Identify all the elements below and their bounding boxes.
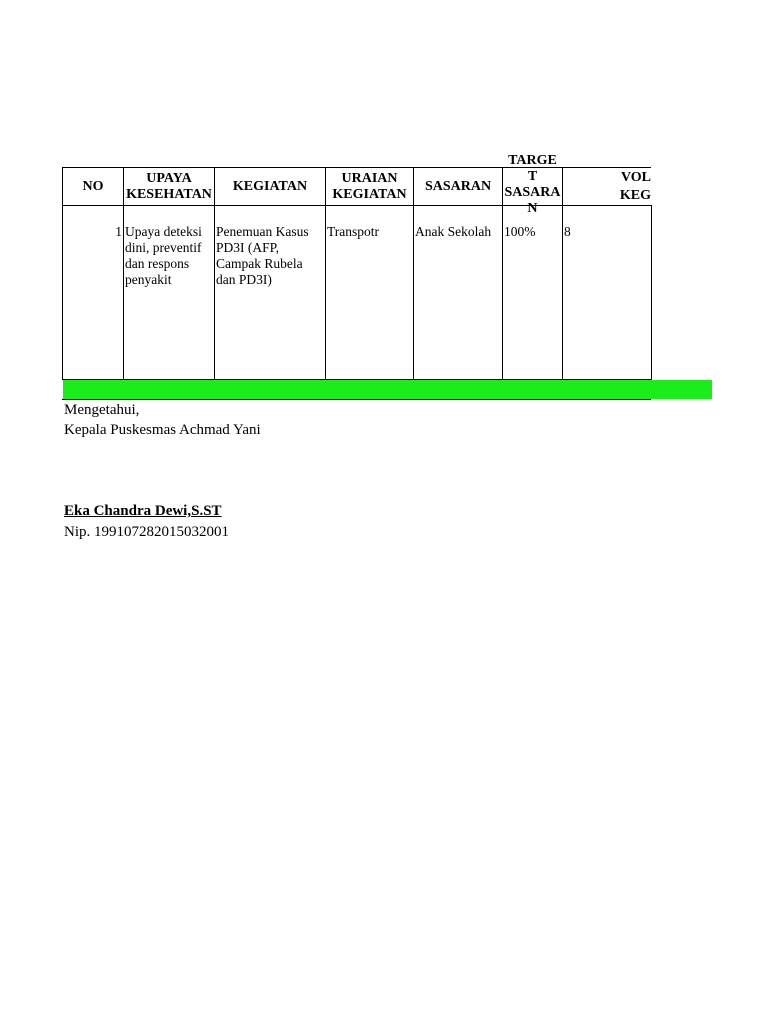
cell-kegiatan <box>216 208 325 288</box>
header-target-label: TARGE T SASARA N <box>504 153 561 216</box>
signatory-nip: Nip. 199107282015032001 <box>64 524 229 540</box>
signatory-name: Eka Chandra Dewi,S.ST <box>64 503 222 519</box>
cell-no-value: 1 <box>115 224 122 239</box>
cell-uraian-value: Transpotr <box>327 224 380 239</box>
header-upaya-kesehatan <box>124 168 214 205</box>
col-border-7 <box>651 205 652 380</box>
cell-target-value: 100% <box>504 224 536 239</box>
header-uraian-kegiatan <box>326 168 413 205</box>
cell-kegiatan-value: Penemuan Kasus PD3I (AFP, Campak Rubela dan PD3I) <box>216 224 309 287</box>
header-vol-label: VOL KEG <box>619 169 651 203</box>
header-kegiatan-label: KEGIATAN <box>232 178 308 194</box>
header-vol-keg <box>563 168 651 205</box>
cell-sasaran <box>415 208 502 240</box>
header-upaya-label: UPAYA KESEHATAN <box>126 170 212 202</box>
header-sasaran <box>414 168 502 205</box>
acknowledged-label: Mengetahui, <box>64 402 140 418</box>
cell-vol-value: 8 <box>564 224 571 239</box>
cell-sasaran-value: Anak Sekolah <box>415 224 492 239</box>
header-kegiatan <box>215 168 325 205</box>
header-sasaran-label: SASARAN <box>424 178 492 194</box>
header-uraian-label: URAIAN KEGIATAN <box>332 170 407 202</box>
cell-target <box>504 208 562 240</box>
cell-no <box>63 208 122 240</box>
header-no <box>63 168 123 205</box>
cell-vol <box>564 208 650 240</box>
cell-upaya-value: Upaya deteksi dini, preventif dan respons penyakit <box>125 224 202 287</box>
summary-row-highlight <box>63 380 712 399</box>
header-no-label: NO <box>82 178 104 194</box>
position-label: Kepala Puskesmas Achmad Yani <box>64 422 261 438</box>
cell-upaya <box>125 208 214 288</box>
cell-uraian <box>327 208 413 240</box>
table-bottom-border <box>62 399 651 400</box>
